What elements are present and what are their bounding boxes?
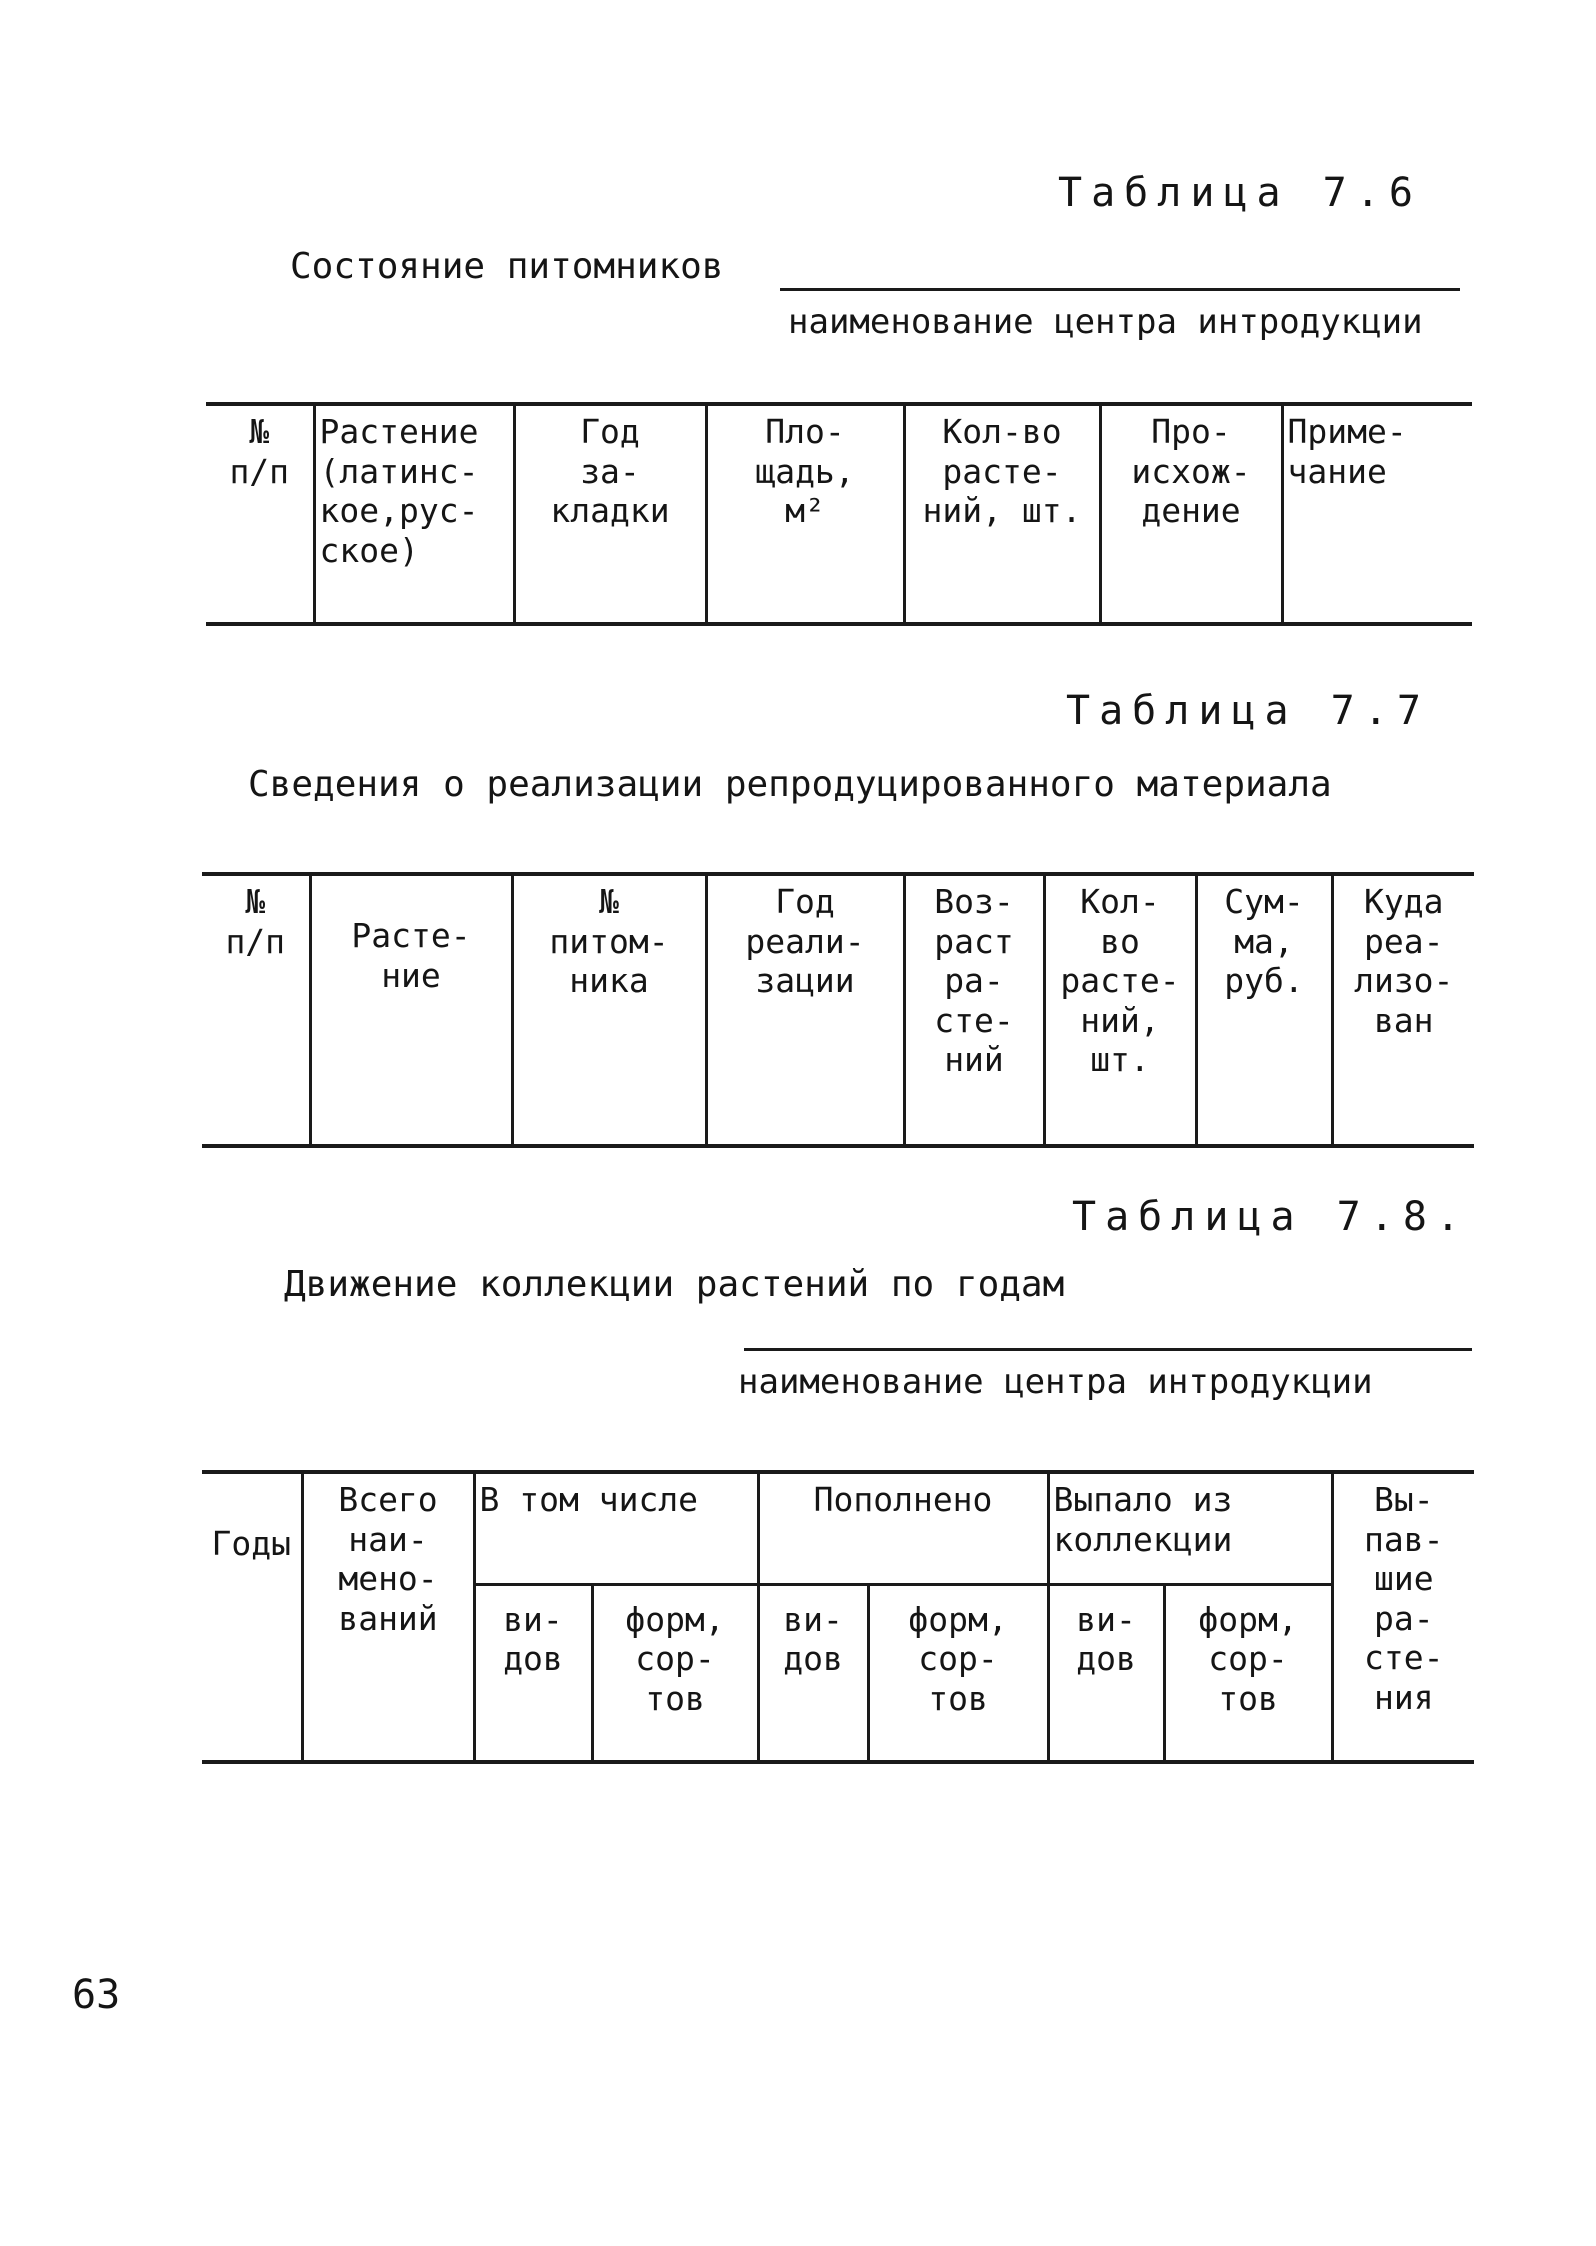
- header-including-forms: форм, сор- тов: [592, 1584, 758, 1762]
- header-added: Пополнено: [758, 1472, 1048, 1584]
- header-origin: Про- исхож- дение: [1100, 404, 1282, 624]
- page-number: 63: [72, 1972, 121, 2018]
- header-years: Годы: [202, 1472, 302, 1762]
- header-destination: Куда реа- лизо- ван: [1332, 874, 1474, 1146]
- header-dropped-plants: Вы- пав- шие ра- сте- ния: [1332, 1472, 1474, 1762]
- header-note: Приме- чание: [1282, 404, 1472, 624]
- header-added-forms: форм, сор- тов: [868, 1584, 1048, 1762]
- header-dropped-species: ви- дов: [1048, 1584, 1164, 1762]
- header-including-species: ви- дов: [474, 1584, 592, 1762]
- header-number: № п/п: [206, 404, 314, 624]
- table-7-6: [206, 402, 1472, 626]
- header-sum: Сум- ма, руб.: [1196, 874, 1332, 1146]
- header-plant-count: Кол-во расте- ний, шт.: [904, 404, 1100, 624]
- table-7-6-label: Таблица 7.6: [1058, 170, 1422, 216]
- header-dropped-forms: форм, сор- тов: [1164, 1584, 1332, 1762]
- table-7-8-blank-caption: наименование центра интродукции: [738, 1362, 1373, 1402]
- header-dropped: Выпало из коллекции: [1048, 1472, 1332, 1584]
- header-planting-year: Год за- кладки: [514, 404, 706, 624]
- table-7-8-label: Таблица 7.8.: [1072, 1194, 1469, 1240]
- header-total-names: Всего наи- мено- ваний: [302, 1472, 474, 1762]
- header-sale-year: Год реали- зации: [706, 874, 904, 1146]
- header-nursery-number: № питом- ника: [512, 874, 706, 1146]
- header-plant: Расте- ние: [310, 874, 512, 1146]
- header-including: В том числе: [474, 1472, 758, 1584]
- table-7-6-blank-caption: наименование центра интродукции: [788, 302, 1423, 342]
- table-7-7-caption: Сведения о реализации репродуцированного материала: [248, 764, 1332, 805]
- table-7-8-caption: Движение коллекции растений по годам: [284, 1264, 1065, 1305]
- header-plant-age: Воз- раст ра- сте- ний: [904, 874, 1044, 1146]
- header-plant: Растение (латинс- кое,рус- ское): [314, 404, 514, 624]
- table-7-6-blank-line: [780, 288, 1460, 291]
- header-plant-count: Кол- во расте- ний, шт.: [1044, 874, 1196, 1146]
- table-7-8-blank-line: [744, 1348, 1472, 1351]
- header-area: Пло- щадь, м²: [706, 404, 904, 624]
- table-7-8: [202, 1470, 1474, 1764]
- table-7-6-caption: Состояние питомников: [290, 246, 724, 287]
- table-7-7-label: Таблица 7.7: [1066, 688, 1430, 734]
- header-number: № п/п: [202, 874, 310, 1146]
- header-added-species: ви- дов: [758, 1584, 868, 1762]
- table-7-7: [202, 872, 1474, 1148]
